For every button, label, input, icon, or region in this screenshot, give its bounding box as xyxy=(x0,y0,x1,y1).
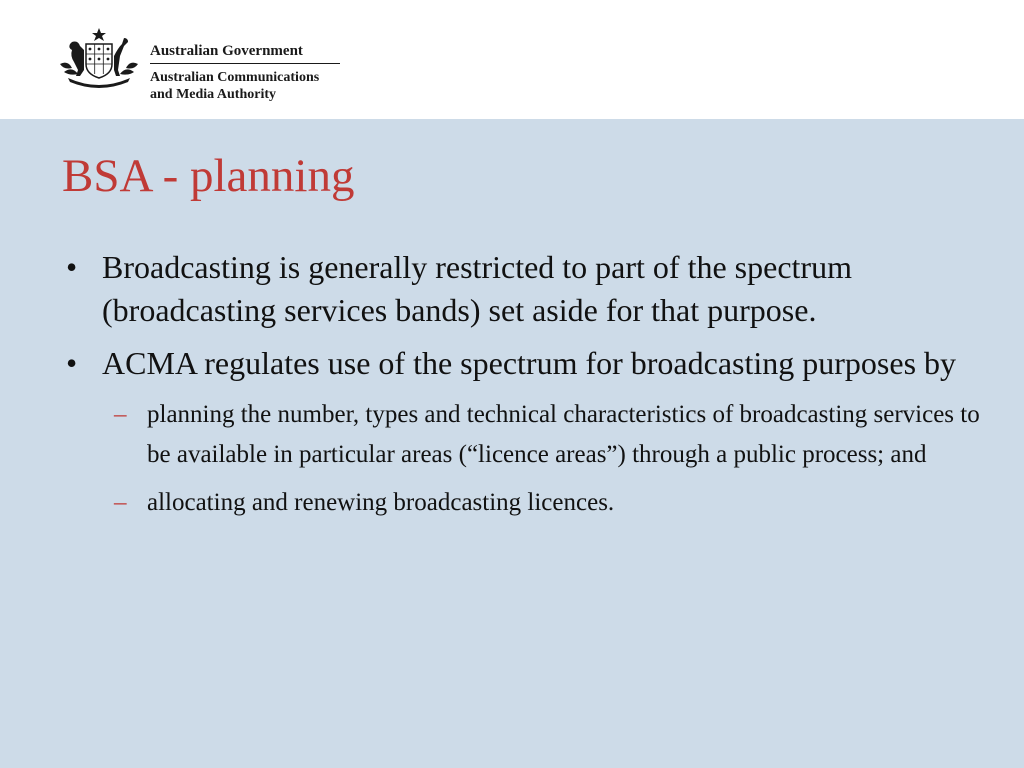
sub-bullet-item xyxy=(62,395,982,475)
slide-title: BSA - planning xyxy=(62,150,355,202)
government-logo-text xyxy=(150,42,340,103)
agency-name-line2: and Media Authority xyxy=(150,87,277,102)
header-band xyxy=(0,0,1024,119)
slide-content xyxy=(62,246,982,531)
bullet-text: ACMA regulates use of the spectrum for broadcasting purposes by xyxy=(102,345,957,381)
agency-name-line1: Australian Communications xyxy=(150,70,320,85)
sub-bullet-marker: – xyxy=(114,401,127,428)
bullet-item xyxy=(62,246,982,332)
government-name: Australian Government xyxy=(150,42,340,64)
bullet-item xyxy=(62,342,982,385)
sub-bullet-item xyxy=(62,483,982,523)
sub-bullet-marker: – xyxy=(114,489,127,516)
coat-of-arms-icon xyxy=(58,26,140,90)
bullet-marker: • xyxy=(66,249,78,285)
bullet-text: Broadcasting is generally restricted to part of the spectrum (broadcasting services bands) set aside for that purpose. xyxy=(102,249,852,328)
sub-bullet-text: planning the number, types and technical characteristics of broadcasting services to be available in particular areas (“licence areas”) through a public process; and xyxy=(147,401,980,468)
sub-bullet-text: allocating and renewing broadcasting licences. xyxy=(147,489,615,516)
bullet-marker: • xyxy=(66,345,78,381)
